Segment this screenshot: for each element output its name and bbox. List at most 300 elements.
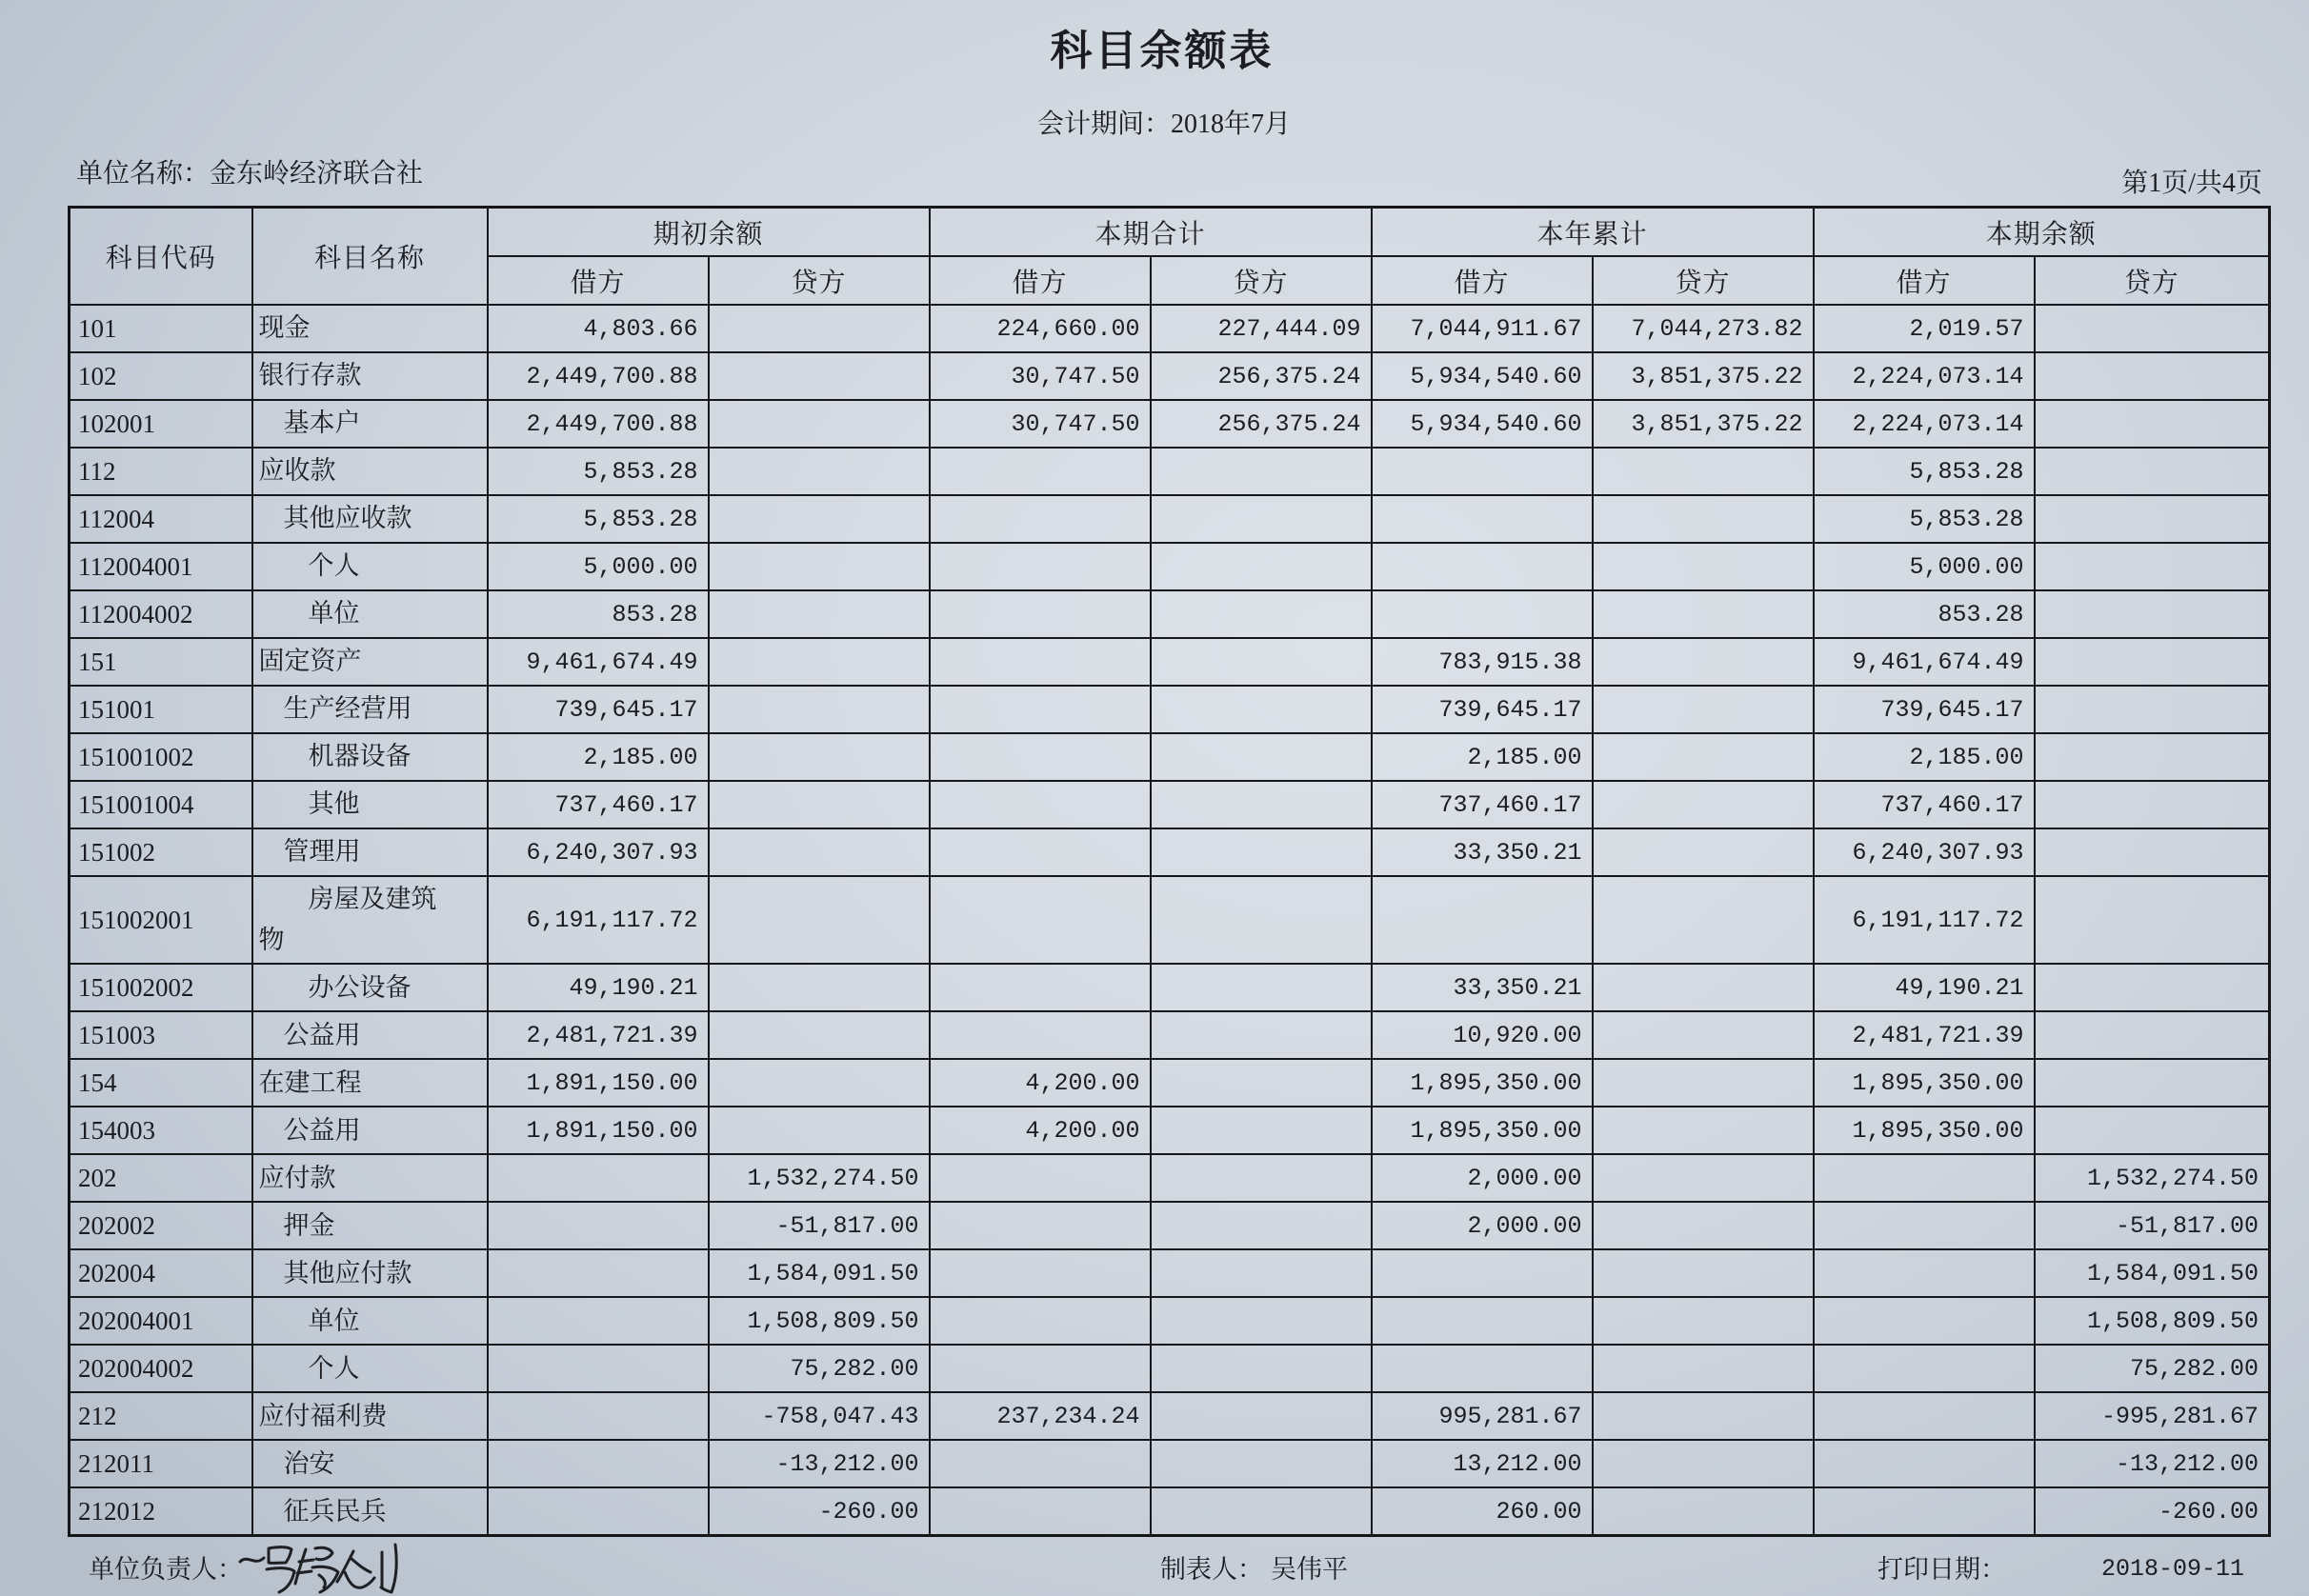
ytd-credit-cell: 3,851,375.22	[1593, 400, 1814, 448]
period-debit-cell	[930, 876, 1151, 964]
account-code: 112004001	[70, 543, 252, 590]
closing-debit-cell: 5,853.28	[1814, 448, 2035, 495]
account-code: 202004	[70, 1249, 252, 1297]
account-code: 151001	[70, 686, 252, 733]
header-ytd-debit: 借方	[1372, 256, 1593, 305]
opening-debit-cell	[488, 1392, 709, 1440]
table-header	[70, 208, 2270, 306]
period-debit-cell	[930, 543, 1151, 590]
account-code: 202	[70, 1154, 252, 1202]
closing-credit-cell	[2035, 964, 2270, 1011]
period-debit-cell	[930, 1440, 1151, 1487]
ytd-debit-cell: 739,645.17	[1372, 686, 1593, 733]
table-row	[70, 964, 2270, 1011]
closing-debit-cell	[1814, 1154, 2035, 1202]
period-debit-cell: 224,660.00	[930, 305, 1151, 352]
period-credit-cell	[1151, 781, 1372, 828]
closing-debit-cell: 5,000.00	[1814, 543, 2035, 590]
closing-debit-cell: 739,645.17	[1814, 686, 2035, 733]
opening-credit-cell	[709, 964, 930, 1011]
accounting-period: 会计期间：2018年7月	[1036, 110, 1292, 139]
closing-debit-cell: 6,191,117.72	[1814, 876, 2035, 964]
account-name: 固定资产	[252, 638, 488, 686]
ytd-debit-cell: 995,281.67	[1372, 1392, 1593, 1440]
opening-debit-cell: 1,891,150.00	[488, 1059, 709, 1107]
period-credit-cell	[1151, 964, 1372, 1011]
table-row	[70, 1249, 2270, 1297]
period-credit-cell	[1151, 448, 1372, 495]
period-credit-cell	[1151, 1487, 1372, 1535]
opening-credit-cell	[709, 828, 930, 876]
opening-debit-cell: 5,853.28	[488, 448, 709, 495]
ytd-credit-cell	[1593, 543, 1814, 590]
ytd-debit-cell: 1,895,350.00	[1372, 1059, 1593, 1107]
account-name: 应付款	[252, 1154, 488, 1202]
period-debit-cell	[930, 1487, 1151, 1535]
ytd-credit-cell	[1593, 1392, 1814, 1440]
opening-credit-cell	[709, 1011, 930, 1059]
table-row	[70, 1345, 2270, 1392]
period-debit-cell: 30,747.50	[930, 352, 1151, 400]
ytd-debit-cell: 13,212.00	[1372, 1440, 1593, 1487]
account-code: 212011	[70, 1440, 252, 1487]
opening-debit-cell: 737,460.17	[488, 781, 709, 828]
closing-debit-cell	[1814, 1249, 2035, 1297]
header-account-code: 科目代码	[70, 208, 252, 306]
closing-debit-cell: 1,895,350.00	[1814, 1059, 2035, 1107]
account-code: 151002001	[70, 876, 252, 964]
opening-credit-cell	[709, 638, 930, 686]
ytd-debit-cell	[1372, 543, 1593, 590]
account-name: 在建工程	[252, 1059, 488, 1107]
closing-credit-cell	[2035, 543, 2270, 590]
closing-credit-cell	[2035, 448, 2270, 495]
account-name: 基本户	[252, 400, 488, 448]
closing-credit-cell: -51,817.00	[2035, 1202, 2270, 1249]
table-row	[70, 781, 2270, 828]
closing-debit-cell	[1814, 1202, 2035, 1249]
balance-table	[68, 206, 2271, 1537]
closing-credit-cell: 1,584,091.50	[2035, 1249, 2270, 1297]
account-code: 112004	[70, 495, 252, 543]
ytd-credit-cell	[1593, 1107, 1814, 1154]
opening-debit-cell: 739,645.17	[488, 686, 709, 733]
table-row	[70, 1154, 2270, 1202]
table-row	[70, 305, 2270, 352]
account-name: 其他应收款	[252, 495, 488, 543]
closing-credit-cell	[2035, 686, 2270, 733]
period-debit-cell: 237,234.24	[930, 1392, 1151, 1440]
account-name: 其他应付款	[252, 1249, 488, 1297]
closing-credit-cell	[2035, 1059, 2270, 1107]
table-row	[70, 876, 2270, 964]
account-code: 151001004	[70, 781, 252, 828]
account-code: 154003	[70, 1107, 252, 1154]
table-row	[70, 400, 2270, 448]
account-name: 现金	[252, 305, 488, 352]
header-period-credit: 贷方	[1151, 256, 1372, 305]
closing-credit-cell	[2035, 781, 2270, 828]
period-credit-cell	[1151, 1202, 1372, 1249]
header-year-to-date: 本年累计	[1372, 208, 1814, 257]
header-ytd-credit: 贷方	[1593, 256, 1814, 305]
ytd-credit-cell	[1593, 448, 1814, 495]
closing-debit-cell: 49,190.21	[1814, 964, 2035, 1011]
opening-debit-cell: 2,481,721.39	[488, 1011, 709, 1059]
header-opening-debit: 借方	[488, 256, 709, 305]
period-debit-cell	[930, 964, 1151, 1011]
account-code: 112	[70, 448, 252, 495]
closing-credit-cell	[2035, 495, 2270, 543]
period-debit-cell: 30,747.50	[930, 400, 1151, 448]
ytd-credit-cell	[1593, 781, 1814, 828]
header-opening-credit: 贷方	[709, 256, 930, 305]
account-name: 房屋及建筑物	[252, 876, 488, 964]
account-name: 公益用	[252, 1107, 488, 1154]
preparer-name: 吴伟平	[1271, 1555, 1348, 1584]
ytd-credit-cell	[1593, 495, 1814, 543]
table-row	[70, 686, 2270, 733]
opening-credit-cell	[709, 1059, 930, 1107]
print-date-label: 打印日期：	[1877, 1555, 2006, 1584]
header-closing-balance: 本期余额	[1814, 208, 2270, 257]
ytd-credit-cell: 7,044,273.82	[1593, 305, 1814, 352]
table-row	[70, 590, 2270, 638]
period-debit-cell	[930, 448, 1151, 495]
ytd-debit-cell: 2,000.00	[1372, 1154, 1593, 1202]
ytd-debit-cell	[1372, 448, 1593, 495]
closing-debit-cell: 2,185.00	[1814, 733, 2035, 781]
account-name: 个人	[252, 1345, 488, 1392]
ytd-credit-cell	[1593, 964, 1814, 1011]
period-credit-cell	[1151, 1392, 1372, 1440]
closing-credit-cell	[2035, 400, 2270, 448]
account-name: 银行存款	[252, 352, 488, 400]
ytd-debit-cell	[1372, 1249, 1593, 1297]
ytd-debit-cell	[1372, 876, 1593, 964]
closing-credit-cell	[2035, 638, 2270, 686]
ytd-debit-cell: 33,350.21	[1372, 964, 1593, 1011]
table-row	[70, 448, 2270, 495]
ytd-credit-cell	[1593, 1297, 1814, 1345]
ytd-debit-cell: 1,895,350.00	[1372, 1107, 1593, 1154]
account-name: 治安	[252, 1440, 488, 1487]
period-credit-cell	[1151, 1011, 1372, 1059]
account-code: 151	[70, 638, 252, 686]
account-code: 102001	[70, 400, 252, 448]
opening-credit-cell: -51,817.00	[709, 1202, 930, 1249]
closing-credit-cell: -260.00	[2035, 1487, 2270, 1535]
closing-credit-cell	[2035, 828, 2270, 876]
closing-debit-cell: 9,461,674.49	[1814, 638, 2035, 686]
opening-debit-cell: 2,449,700.88	[488, 400, 709, 448]
period-debit-cell	[930, 638, 1151, 686]
closing-credit-cell	[2035, 305, 2270, 352]
opening-debit-cell	[488, 1154, 709, 1202]
closing-debit-cell	[1814, 1297, 2035, 1345]
closing-debit-cell: 2,019.57	[1814, 305, 2035, 352]
period-credit-cell	[1151, 733, 1372, 781]
account-name: 机器设备	[252, 733, 488, 781]
closing-debit-cell	[1814, 1345, 2035, 1392]
opening-credit-cell	[709, 733, 930, 781]
account-code: 154	[70, 1059, 252, 1107]
opening-debit-cell: 9,461,674.49	[488, 638, 709, 686]
period-credit-cell	[1151, 1154, 1372, 1202]
period-debit-cell	[930, 495, 1151, 543]
opening-debit-cell: 2,185.00	[488, 733, 709, 781]
ytd-debit-cell: 33,350.21	[1372, 828, 1593, 876]
period-credit-cell: 227,444.09	[1151, 305, 1372, 352]
closing-debit-cell	[1814, 1392, 2035, 1440]
header-account-name: 科目名称	[252, 208, 488, 306]
opening-debit-cell	[488, 1345, 709, 1392]
table-row	[70, 1011, 2270, 1059]
period-credit-cell	[1151, 1107, 1372, 1154]
closing-credit-cell: -13,212.00	[2035, 1440, 2270, 1487]
period-credit-cell	[1151, 1059, 1372, 1107]
period-credit-cell	[1151, 1440, 1372, 1487]
opening-debit-cell	[488, 1249, 709, 1297]
opening-debit-cell: 49,190.21	[488, 964, 709, 1011]
period-debit-cell	[930, 733, 1151, 781]
ytd-credit-cell	[1593, 733, 1814, 781]
table-row	[70, 1297, 2270, 1345]
account-name: 办公设备	[252, 964, 488, 1011]
preparer-label: 制表人：	[1160, 1555, 1263, 1584]
page-indicator: 第1页/共4页	[2121, 169, 2262, 198]
ytd-credit-cell	[1593, 1011, 1814, 1059]
account-name: 单位	[252, 1297, 488, 1345]
period-debit-cell	[930, 828, 1151, 876]
period-debit-cell	[930, 1297, 1151, 1345]
table-row	[70, 1392, 2270, 1440]
closing-credit-cell	[2035, 733, 2270, 781]
account-code: 112004002	[70, 590, 252, 638]
ytd-credit-cell	[1593, 876, 1814, 964]
period-debit-cell: 4,200.00	[930, 1107, 1151, 1154]
opening-debit-cell: 5,853.28	[488, 495, 709, 543]
account-code: 202002	[70, 1202, 252, 1249]
closing-debit-cell: 5,853.28	[1814, 495, 2035, 543]
ytd-credit-cell	[1593, 828, 1814, 876]
period-debit-cell	[930, 1154, 1151, 1202]
ytd-debit-cell: 2,000.00	[1372, 1202, 1593, 1249]
closing-debit-cell	[1814, 1440, 2035, 1487]
opening-credit-cell	[709, 590, 930, 638]
ytd-debit-cell: 10,920.00	[1372, 1011, 1593, 1059]
opening-credit-cell	[709, 543, 930, 590]
ytd-credit-cell	[1593, 1487, 1814, 1535]
opening-debit-cell: 4,803.66	[488, 305, 709, 352]
account-code: 151003	[70, 1011, 252, 1059]
period-credit-cell: 256,375.24	[1151, 352, 1372, 400]
table-row	[70, 1440, 2270, 1487]
signature-image	[238, 1541, 429, 1594]
account-code: 212	[70, 1392, 252, 1440]
opening-credit-cell	[709, 352, 930, 400]
ytd-debit-cell: 5,934,540.60	[1372, 400, 1593, 448]
ytd-credit-cell	[1593, 1202, 1814, 1249]
opening-credit-cell	[709, 495, 930, 543]
unit-name: 单位名称：金东岭经济联合社	[76, 159, 424, 189]
table-row	[70, 1107, 2270, 1154]
period-credit-cell	[1151, 686, 1372, 733]
account-name: 单位	[252, 590, 488, 638]
ytd-credit-cell	[1593, 1059, 1814, 1107]
manager-label: 单位负责人：	[89, 1555, 243, 1584]
period-credit-cell	[1151, 1297, 1372, 1345]
account-code: 202004002	[70, 1345, 252, 1392]
period-debit-cell	[930, 1202, 1151, 1249]
table-row	[70, 638, 2270, 686]
table-row	[70, 352, 2270, 400]
print-date: 2018-09-11	[2101, 1555, 2245, 1583]
account-code: 151002	[70, 828, 252, 876]
opening-credit-cell: 1,584,091.50	[709, 1249, 930, 1297]
opening-credit-cell	[709, 1107, 930, 1154]
ytd-debit-cell: 783,915.38	[1372, 638, 1593, 686]
opening-debit-cell	[488, 1440, 709, 1487]
period-credit-cell	[1151, 590, 1372, 638]
closing-debit-cell: 2,481,721.39	[1814, 1011, 2035, 1059]
table-row	[70, 1202, 2270, 1249]
ytd-credit-cell	[1593, 1154, 1814, 1202]
opening-credit-cell	[709, 781, 930, 828]
header-period-total: 本期合计	[930, 208, 1372, 257]
ytd-credit-cell	[1593, 1345, 1814, 1392]
account-code: 101	[70, 305, 252, 352]
opening-debit-cell: 6,240,307.93	[488, 828, 709, 876]
closing-credit-cell	[2035, 1011, 2270, 1059]
account-code: 151002002	[70, 964, 252, 1011]
ytd-credit-cell	[1593, 590, 1814, 638]
opening-credit-cell: -260.00	[709, 1487, 930, 1535]
opening-credit-cell: 1,532,274.50	[709, 1154, 930, 1202]
account-code: 202004001	[70, 1297, 252, 1345]
opening-credit-cell	[709, 305, 930, 352]
account-name: 个人	[252, 543, 488, 590]
account-code: 151001002	[70, 733, 252, 781]
period-debit-cell	[930, 1345, 1151, 1392]
opening-credit-cell: 1,508,809.50	[709, 1297, 930, 1345]
opening-debit-cell: 853.28	[488, 590, 709, 638]
ytd-debit-cell: 7,044,911.67	[1372, 305, 1593, 352]
ytd-credit-cell	[1593, 686, 1814, 733]
account-name: 公益用	[252, 1011, 488, 1059]
period-credit-cell	[1151, 638, 1372, 686]
opening-credit-cell	[709, 400, 930, 448]
opening-credit-cell: -758,047.43	[709, 1392, 930, 1440]
header-closing-credit: 贷方	[2035, 256, 2270, 305]
header-period-debit: 借方	[930, 256, 1151, 305]
account-code: 102	[70, 352, 252, 400]
closing-credit-cell	[2035, 1107, 2270, 1154]
closing-debit-cell: 2,224,073.14	[1814, 400, 2035, 448]
closing-debit-cell: 1,895,350.00	[1814, 1107, 2035, 1154]
closing-credit-cell: 1,508,809.50	[2035, 1297, 2270, 1345]
closing-credit-cell	[2035, 876, 2270, 964]
period-credit-cell: 256,375.24	[1151, 400, 1372, 448]
account-name: 征兵民兵	[252, 1487, 488, 1535]
ytd-debit-cell: 2,185.00	[1372, 733, 1593, 781]
table-row	[70, 733, 2270, 781]
period-credit-cell	[1151, 1345, 1372, 1392]
closing-debit-cell: 853.28	[1814, 590, 2035, 638]
table-row	[70, 1059, 2270, 1107]
header-opening-balance: 期初余额	[488, 208, 930, 257]
closing-credit-cell: -995,281.67	[2035, 1392, 2270, 1440]
ytd-credit-cell	[1593, 1249, 1814, 1297]
ytd-debit-cell: 260.00	[1372, 1487, 1593, 1535]
period-debit-cell	[930, 1249, 1151, 1297]
opening-debit-cell	[488, 1487, 709, 1535]
opening-credit-cell	[709, 686, 930, 733]
opening-credit-cell: 75,282.00	[709, 1345, 930, 1392]
account-name: 应收款	[252, 448, 488, 495]
opening-debit-cell: 1,891,150.00	[488, 1107, 709, 1154]
opening-credit-cell: -13,212.00	[709, 1440, 930, 1487]
account-name: 生产经营用	[252, 686, 488, 733]
closing-debit-cell: 6,240,307.93	[1814, 828, 2035, 876]
account-name: 押金	[252, 1202, 488, 1249]
account-name: 应付福利费	[252, 1392, 488, 1440]
ytd-debit-cell: 5,934,540.60	[1372, 352, 1593, 400]
period-credit-cell	[1151, 495, 1372, 543]
closing-debit-cell: 2,224,073.14	[1814, 352, 2035, 400]
header-closing-debit: 借方	[1814, 256, 2035, 305]
opening-debit-cell: 5,000.00	[488, 543, 709, 590]
account-name: 其他	[252, 781, 488, 828]
ytd-debit-cell	[1372, 495, 1593, 543]
ytd-credit-cell: 3,851,375.22	[1593, 352, 1814, 400]
closing-debit-cell: 737,460.17	[1814, 781, 2035, 828]
ytd-debit-cell	[1372, 1345, 1593, 1392]
opening-credit-cell	[709, 876, 930, 964]
document-title: 科目余额表	[1050, 28, 1275, 74]
table-row	[70, 495, 2270, 543]
ytd-credit-cell	[1593, 1440, 1814, 1487]
ytd-credit-cell	[1593, 638, 1814, 686]
table-row	[70, 828, 2270, 876]
closing-credit-cell: 1,532,274.50	[2035, 1154, 2270, 1202]
period-credit-cell	[1151, 828, 1372, 876]
opening-debit-cell: 2,449,700.88	[488, 352, 709, 400]
account-code: 212012	[70, 1487, 252, 1535]
opening-debit-cell: 6,191,117.72	[488, 876, 709, 964]
closing-credit-cell	[2035, 352, 2270, 400]
table-row	[70, 1487, 2270, 1535]
header-row-groups	[70, 208, 2270, 257]
opening-debit-cell	[488, 1297, 709, 1345]
closing-credit-cell: 75,282.00	[2035, 1345, 2270, 1392]
period-debit-cell: 4,200.00	[930, 1059, 1151, 1107]
account-name: 管理用	[252, 828, 488, 876]
table-row	[70, 543, 2270, 590]
period-debit-cell	[930, 590, 1151, 638]
period-credit-cell	[1151, 1249, 1372, 1297]
period-debit-cell	[930, 781, 1151, 828]
period-credit-cell	[1151, 543, 1372, 590]
opening-debit-cell	[488, 1202, 709, 1249]
ytd-debit-cell	[1372, 1297, 1593, 1345]
ytd-debit-cell: 737,460.17	[1372, 781, 1593, 828]
closing-debit-cell	[1814, 1487, 2035, 1535]
period-credit-cell	[1151, 876, 1372, 964]
closing-credit-cell	[2035, 590, 2270, 638]
table-body	[70, 305, 2270, 1535]
period-debit-cell	[930, 1011, 1151, 1059]
